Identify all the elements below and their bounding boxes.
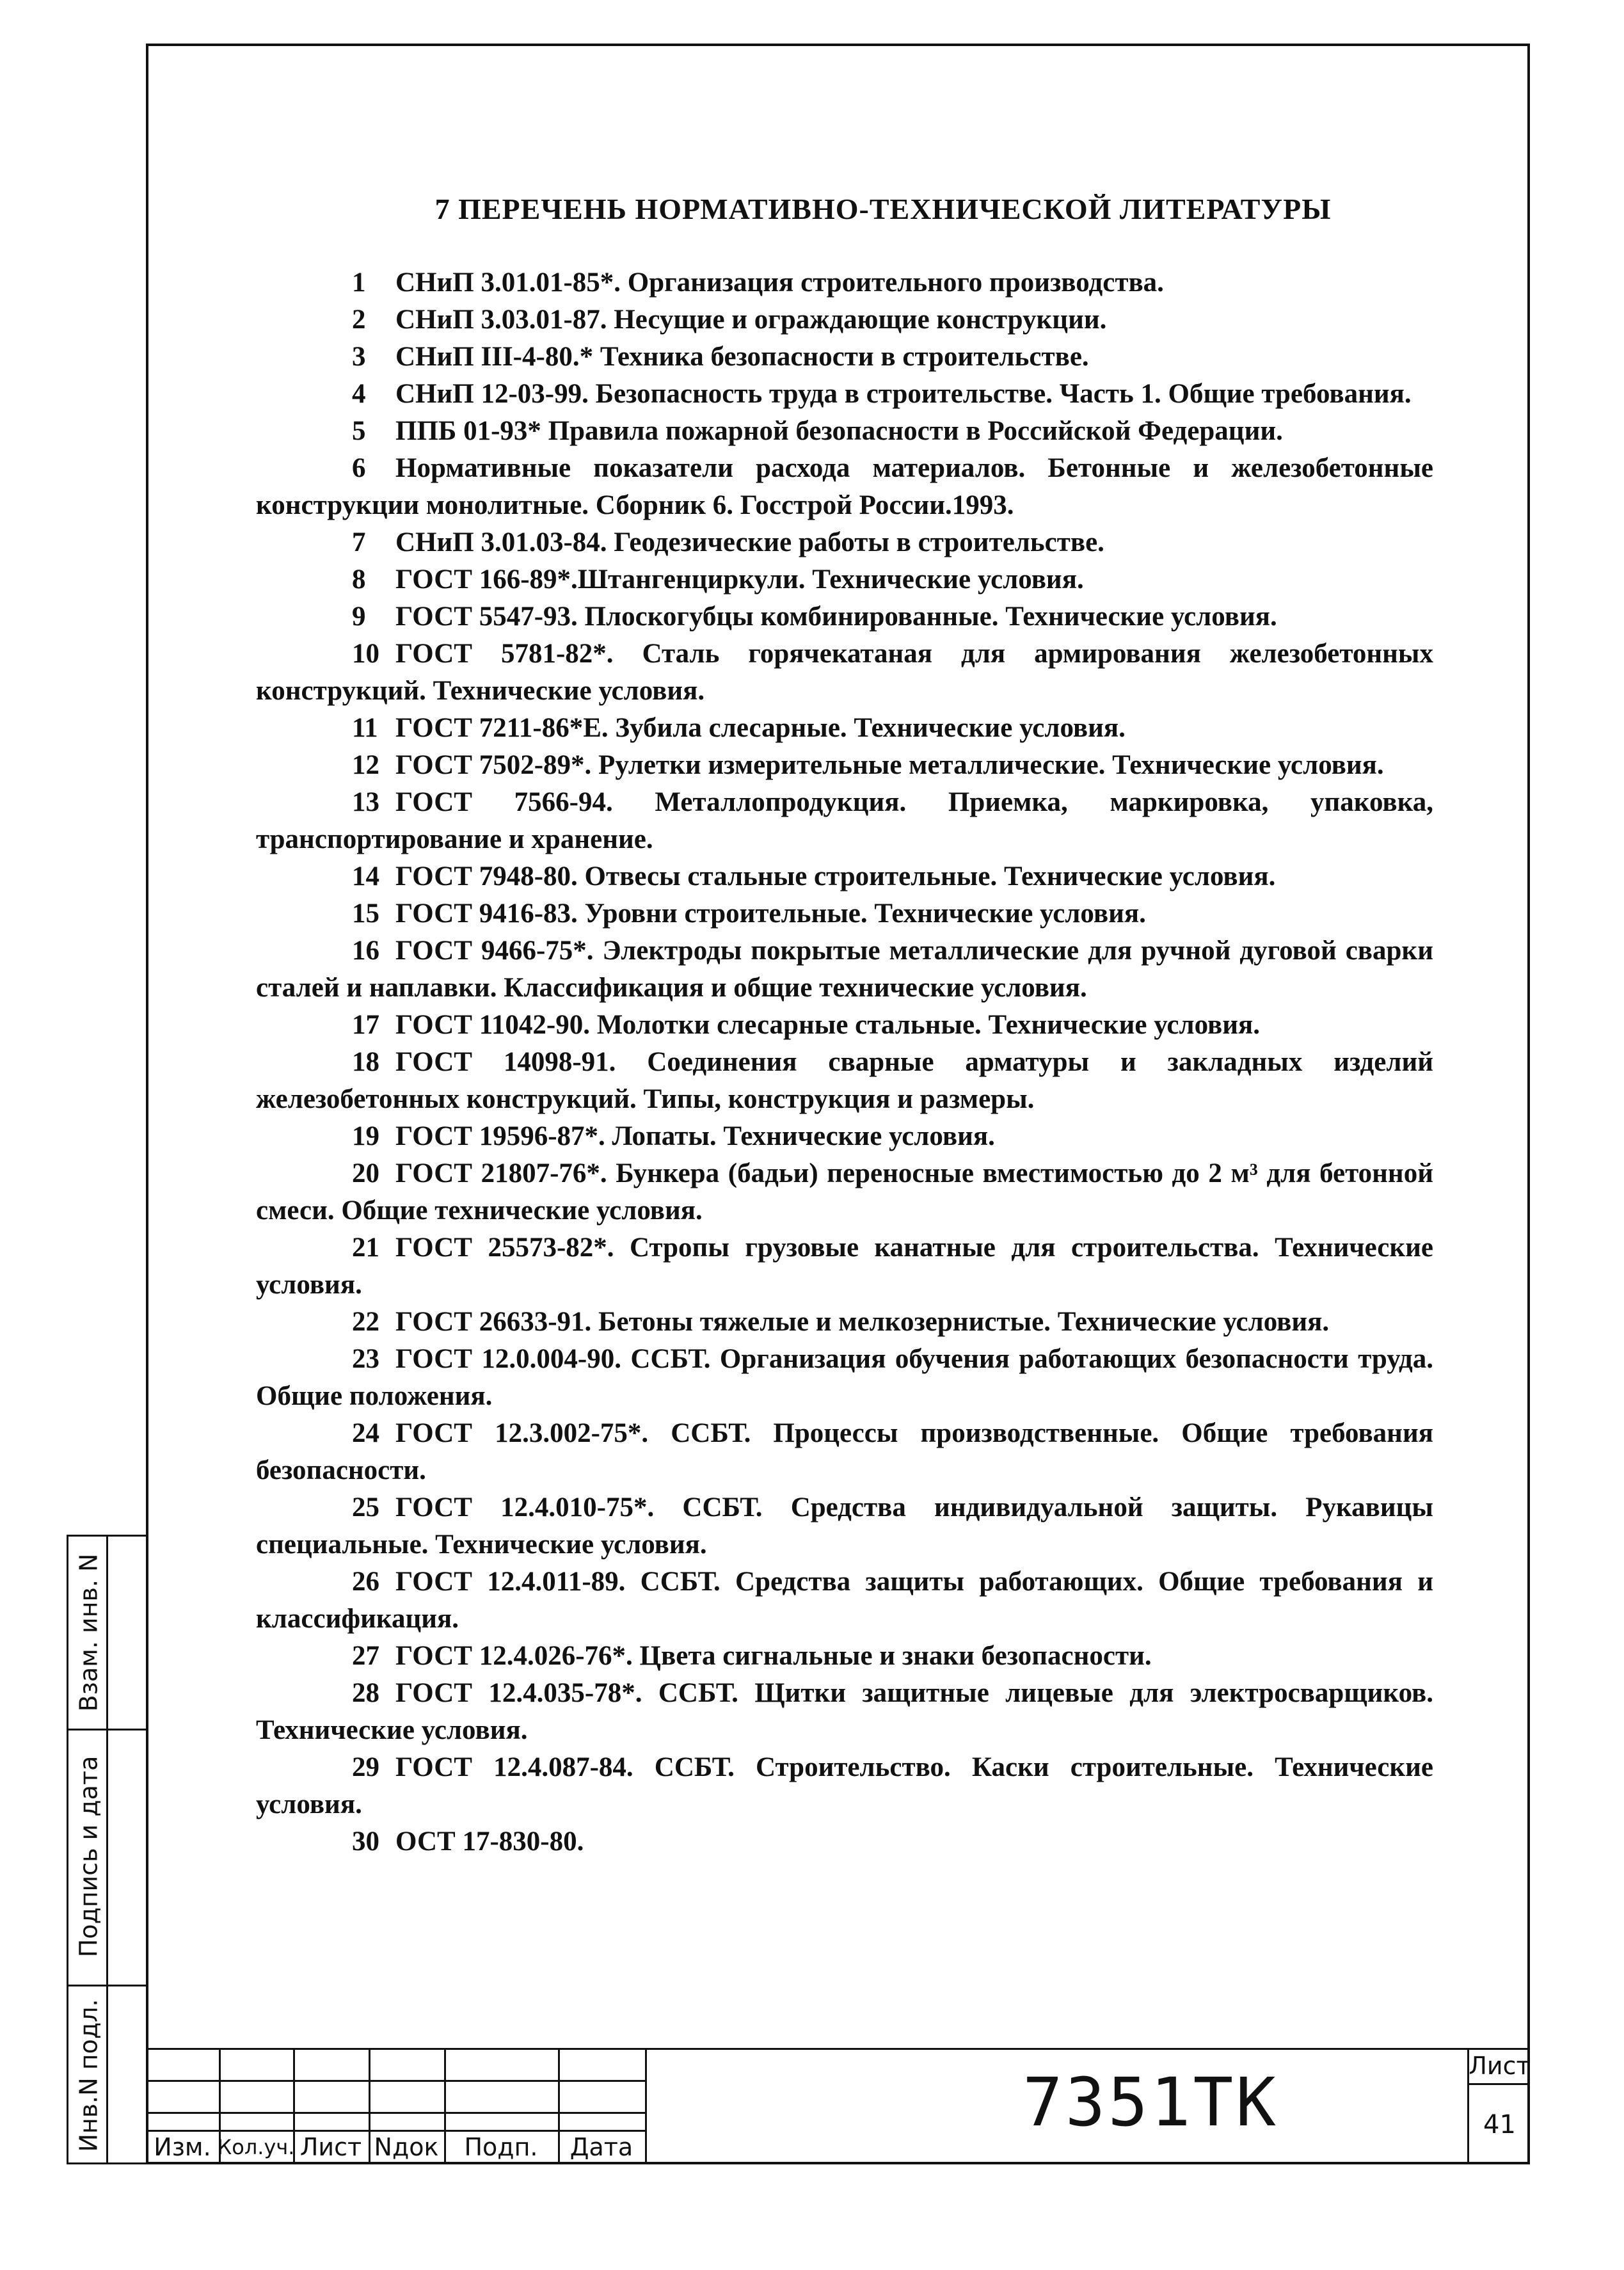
reference-text: ГОСТ 166-89*.Штангенциркули. Технические условия. xyxy=(395,564,1084,595)
reference-number: 19 xyxy=(352,1121,379,1151)
title-block xyxy=(146,2048,1530,2164)
reference-number: 7 xyxy=(352,527,366,557)
reference-item xyxy=(256,524,1433,561)
reference-item xyxy=(256,1415,1433,1489)
reference-text: ГОСТ 25573-82*. Стропы грузовые канатные для строительства. Технические условия. xyxy=(256,1233,1433,1300)
reference-number: 18 xyxy=(352,1047,379,1077)
reference-number: 21 xyxy=(352,1233,379,1263)
reference-text: ГОСТ 9466-75*. Электроды покрытые металлические для ручной дуговой сварки сталей и наплавки. Классификация и общие технические условия. xyxy=(256,936,1433,1003)
reference-item xyxy=(256,339,1433,376)
reference-text: ГОСТ 12.0.004-90. ССБТ. Организация обучения работающих безопасности труда. Общие положения. xyxy=(256,1344,1433,1411)
reference-number: 24 xyxy=(352,1418,379,1448)
reference-item xyxy=(256,932,1433,1007)
reference-text: ГОСТ 12.3.002-75*. ССБТ. Процессы производственные. Общие требования безопасности. xyxy=(256,1418,1433,1485)
reference-text: Нормативные показатели расхода материалов. Бетонные и железобетонные конструкции монолитные. Сборник 6. Госстрой России.1993. xyxy=(256,453,1433,520)
reference-item xyxy=(256,1118,1433,1155)
reference-number: 2 xyxy=(352,305,366,335)
reference-number: 25 xyxy=(352,1492,379,1523)
reference-text: ГОСТ 7566-94. Металлопродукция. Приемка, маркировка, упаковка, транспортирование и хранение. xyxy=(256,787,1433,854)
grid-line xyxy=(146,2112,645,2114)
reference-item xyxy=(256,561,1433,598)
reference-number: 9 xyxy=(352,602,366,632)
reference-number: 30 xyxy=(352,1826,379,1857)
reference-item xyxy=(256,598,1433,635)
side-stamp xyxy=(67,1535,146,2164)
reference-item xyxy=(256,264,1433,301)
reference-number: 1 xyxy=(352,268,366,298)
reference-item xyxy=(256,1563,1433,1638)
reference-text: ГОСТ 7211-86*Е. Зубила слесарные. Технические условия. xyxy=(395,713,1126,743)
reference-number: 5 xyxy=(352,416,366,446)
reference-item xyxy=(256,413,1433,450)
reference-text: СНиП 3.01.01-85*. Организация строительного производства. xyxy=(395,268,1164,298)
reference-number: 15 xyxy=(352,899,379,929)
reference-text: СНиП 3.01.03-84. Геодезические работы в строительстве. xyxy=(395,527,1104,557)
header-list: Лист xyxy=(299,2133,362,2161)
reference-text: ОСТ 17-830-80. xyxy=(395,1826,584,1857)
sheet-number: 41 xyxy=(1483,2110,1516,2139)
reference-text: ГОСТ 11042-90. Молотки слесарные стальные. Технические условия. xyxy=(395,1010,1261,1040)
inv-podl-cell xyxy=(68,1985,108,2166)
header-ndok: Nдок xyxy=(374,2133,439,2161)
reference-number: 4 xyxy=(352,379,366,409)
reference-text: ГОСТ 12.4.010-75*. ССБТ. Средства индивидуальной защиты. Рукавицы специальные. Технические условия. xyxy=(256,1492,1433,1560)
inv-podl-label: Инв.N подл. xyxy=(74,1999,103,2152)
reference-text: ГОСТ 7948-80. Отвесы стальные строительные. Технические условия. xyxy=(395,861,1276,891)
header-data: Дата xyxy=(569,2133,633,2161)
reference-list xyxy=(256,264,1433,1860)
reference-item xyxy=(256,1341,1433,1415)
reference-item xyxy=(256,1489,1433,1563)
header-kol-uch: Кол.уч. xyxy=(217,2135,295,2159)
reference-number: 11 xyxy=(352,713,378,743)
reference-item xyxy=(256,784,1433,858)
revision-grid xyxy=(146,2048,645,2164)
reference-number: 29 xyxy=(352,1752,379,1782)
reference-number: 23 xyxy=(352,1344,379,1374)
reference-text: ГОСТ 12.4.026-76*. Цвета сигнальные и знаки безопасности. xyxy=(395,1641,1152,1671)
reference-text: СНиП 3.03.01-87. Несущие и ограждающие конструкции. xyxy=(395,305,1107,335)
reference-item xyxy=(256,1007,1433,1044)
reference-number: 14 xyxy=(352,861,379,891)
reference-text: ППБ 01-93* Правила пожарной безопасности в Российской Федерации. xyxy=(395,416,1283,446)
title-block-divider xyxy=(645,2048,647,2164)
reference-number: 12 xyxy=(352,750,379,780)
reference-text: ГОСТ 12.4.035-78*. ССБТ. Щитки защитные лицевые для электросварщиков. Технические условия. xyxy=(256,1678,1433,1745)
document-number: 7351ТК xyxy=(1023,2063,1278,2141)
reference-item xyxy=(256,1304,1433,1341)
header-izm: Изм. xyxy=(154,2133,211,2161)
reference-text: ГОСТ 9416-83. Уровни строительные. Технические условия. xyxy=(395,899,1146,929)
reference-item xyxy=(256,635,1433,710)
reference-number: 10 xyxy=(352,639,379,669)
reference-item xyxy=(256,1675,1433,1749)
reference-text: СНиП 12-03-99. Безопасность труда в строительстве. Часть 1. Общие требования. xyxy=(395,379,1412,409)
reference-item xyxy=(256,1823,1433,1860)
reference-number: 3 xyxy=(352,342,366,372)
reference-text: ГОСТ 5547-93. Плоскогубцы комбинированные. Технические условия. xyxy=(395,602,1277,632)
podpis-cell xyxy=(68,1729,108,1985)
reference-text: ГОСТ 7502-89*. Рулетки измерительные металлические. Технические условия. xyxy=(395,750,1384,780)
reference-text: ГОСТ 19596-87*. Лопаты. Технические условия. xyxy=(395,1121,995,1151)
section-title: 7 ПЕРЕЧЕНЬ НОРМАТИВНО-ТЕХНИЧЕСКОЙ ЛИТЕРАТУРЫ xyxy=(434,193,1332,225)
reference-number: 8 xyxy=(352,564,366,595)
reference-item xyxy=(256,1749,1433,1823)
vzam-inv-label: Взам. инв. N xyxy=(74,1553,103,1712)
reference-item xyxy=(256,301,1433,339)
reference-item xyxy=(256,1044,1433,1118)
reference-item xyxy=(256,450,1433,524)
reference-text: ГОСТ 14098-91. Соединения сварные арматуры и закладных изделий железобетонных конструкций. Типы, конструкция и размеры. xyxy=(256,1047,1433,1114)
reference-number: 26 xyxy=(352,1567,379,1597)
sheet-label: Лист xyxy=(1469,2048,1530,2085)
vzam-inv-cell xyxy=(68,1537,108,1729)
sheet-box xyxy=(1467,2048,1530,2164)
reference-item xyxy=(256,1229,1433,1304)
page-content xyxy=(256,192,1433,1860)
reference-item xyxy=(256,1155,1433,1229)
reference-text: ГОСТ 12.4.087-84. ССБТ. Строительство. Каски строительные. Технические условия. xyxy=(256,1752,1433,1819)
reference-text: СНиП III-4-80.* Техника безопасности в строительстве. xyxy=(395,342,1089,372)
reference-number: 13 xyxy=(352,787,379,817)
header-podp: Подп. xyxy=(464,2133,538,2161)
reference-number: 17 xyxy=(352,1010,379,1040)
reference-text: ГОСТ 26633-91. Бетоны тяжелые и мелкозернистые. Технические условия. xyxy=(395,1307,1330,1337)
reference-item xyxy=(256,895,1433,932)
reference-item xyxy=(256,1638,1433,1675)
reference-text: ГОСТ 21807-76*. Бункера (бадьи) переносные вместимостью до 2 м³ для бетонной смеси. Общие технические условия. xyxy=(256,1158,1433,1226)
reference-item xyxy=(256,858,1433,895)
reference-number: 22 xyxy=(352,1307,379,1337)
reference-number: 27 xyxy=(352,1641,379,1671)
reference-text: ГОСТ 5781-82*. Сталь горячекатаная для армирования железобетонных конструкций. Технические условия. xyxy=(256,639,1433,706)
reference-item xyxy=(256,747,1433,784)
reference-number: 28 xyxy=(352,1678,379,1708)
grid-line xyxy=(146,2080,645,2082)
reference-item xyxy=(256,376,1433,413)
reference-item xyxy=(256,710,1433,747)
reference-number: 20 xyxy=(352,1158,379,1188)
reference-number: 16 xyxy=(352,936,379,966)
podpis-label: Подпись и дата xyxy=(74,1755,103,1958)
reference-number: 6 xyxy=(352,453,366,483)
reference-text: ГОСТ 12.4.011-89. ССБТ. Средства защиты работающих. Общие требования и классификация. xyxy=(256,1567,1433,1634)
